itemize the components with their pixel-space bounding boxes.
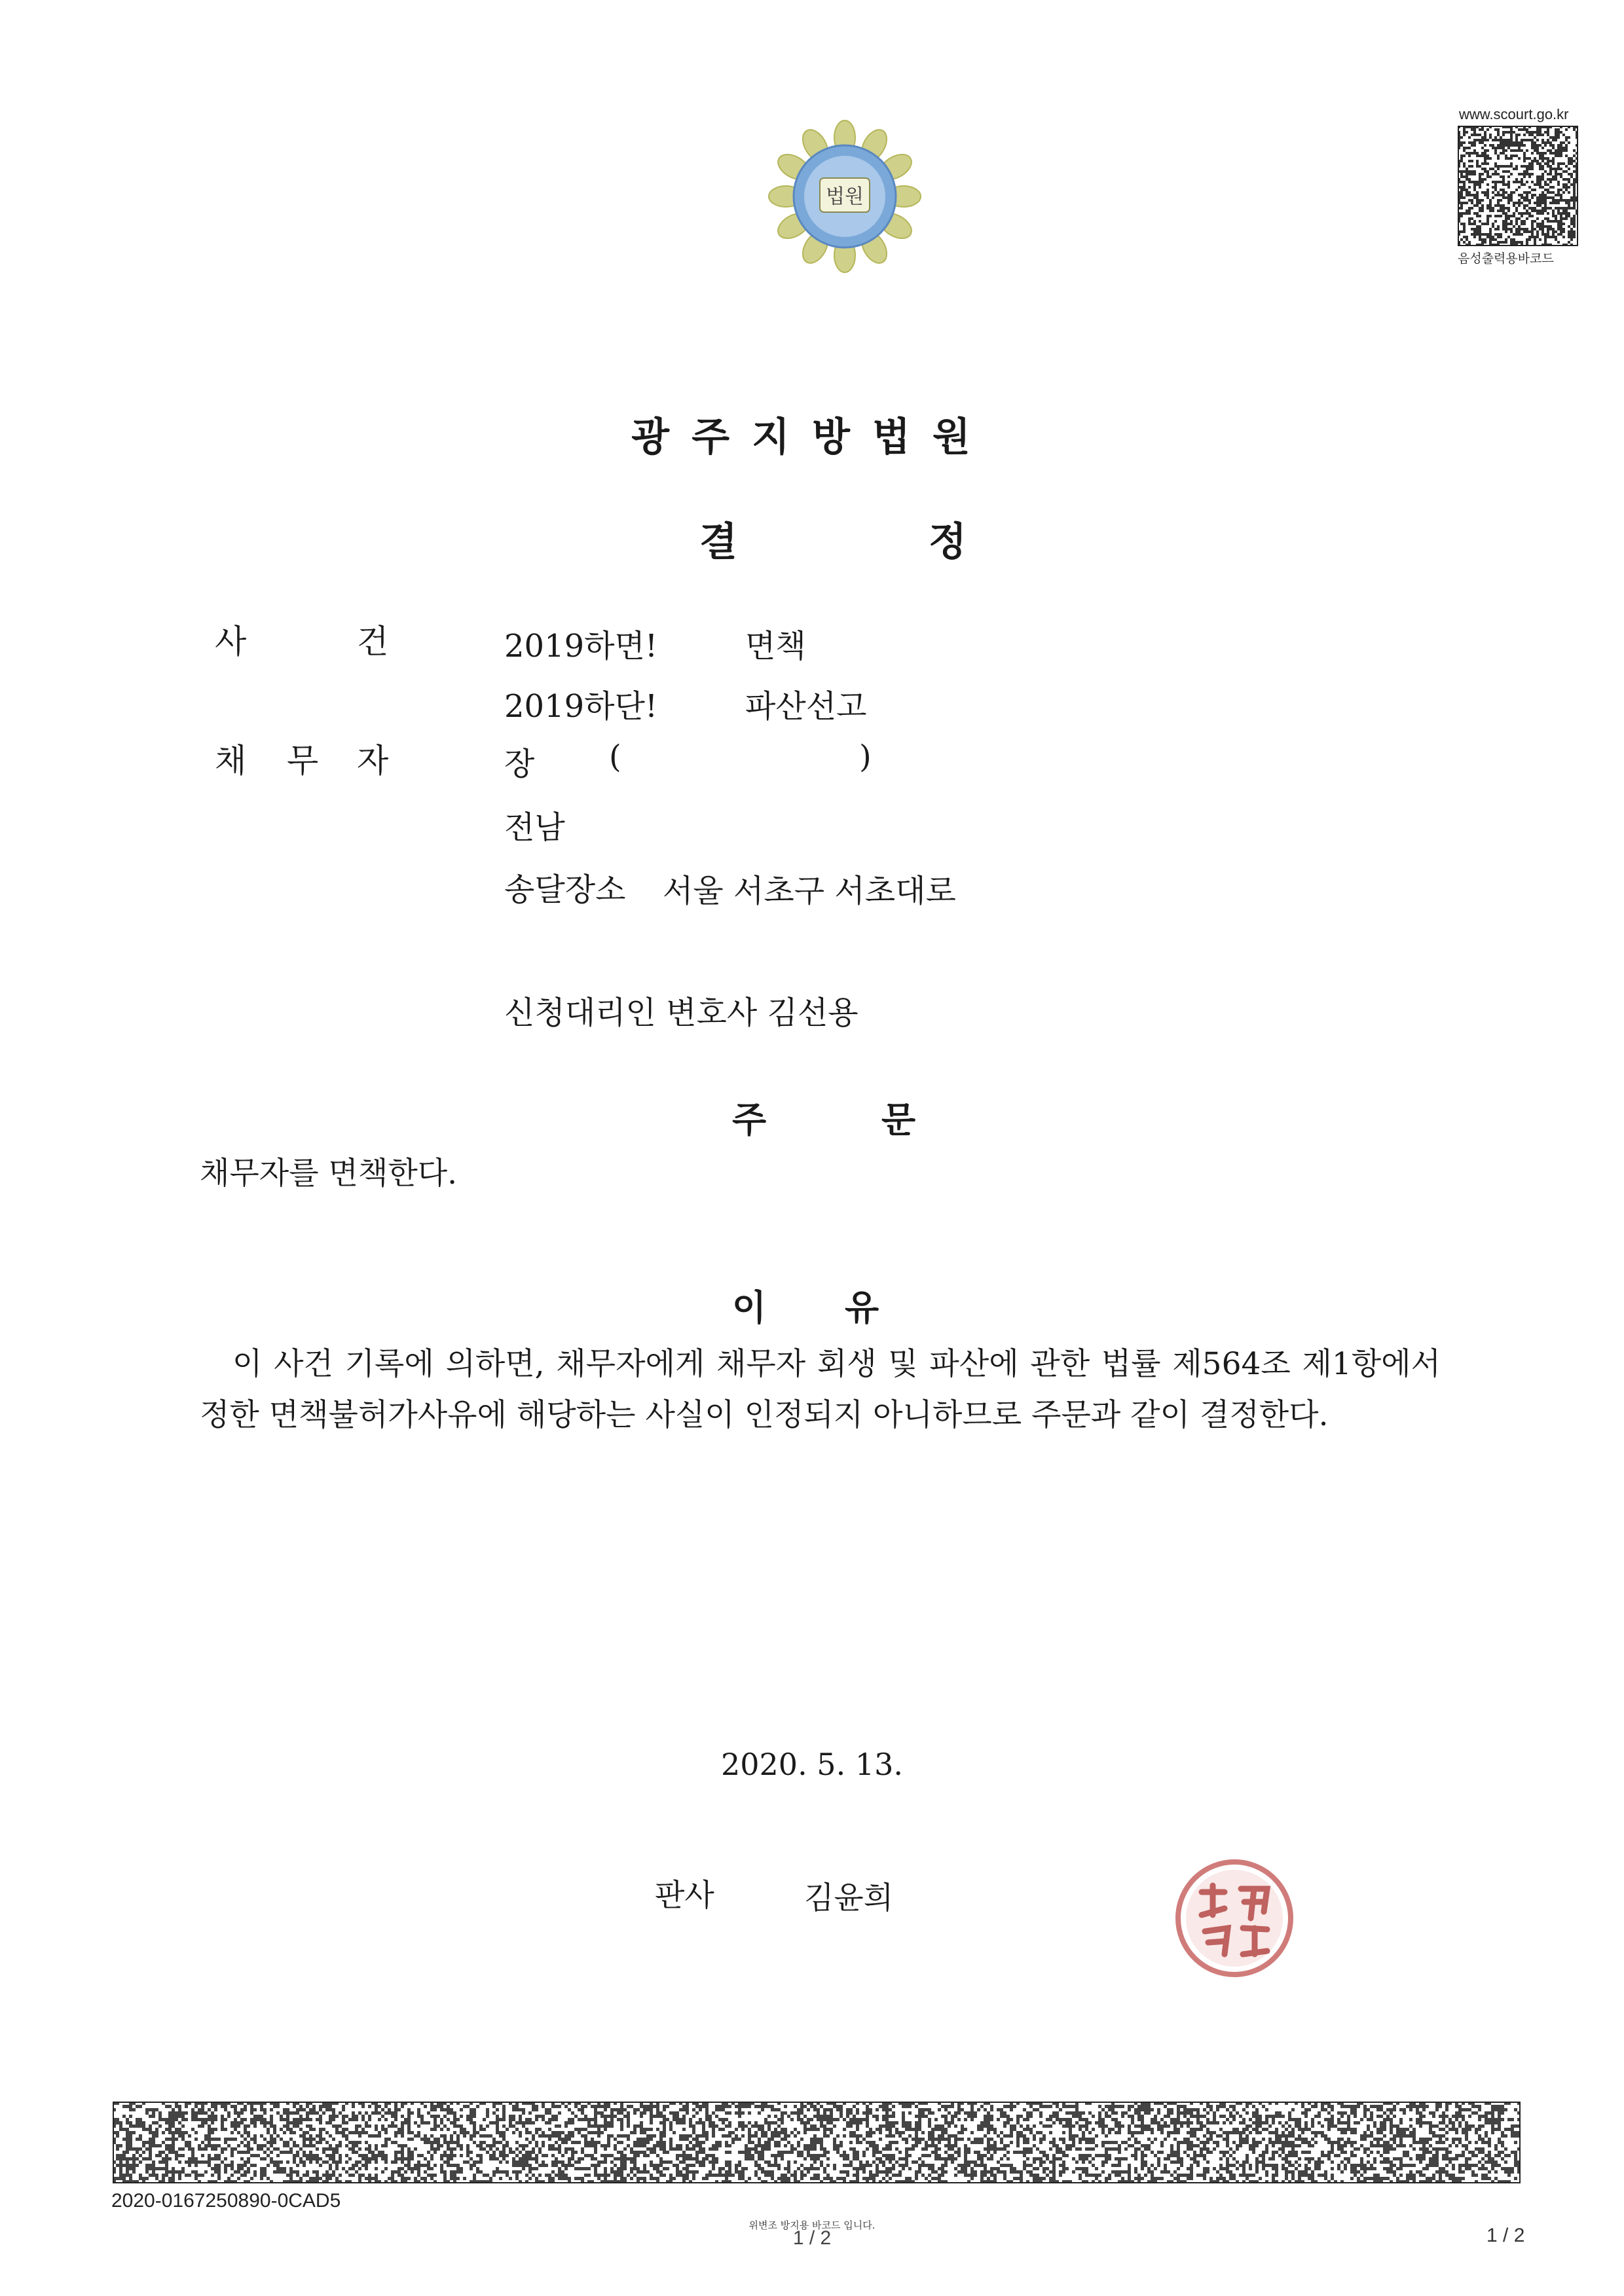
court-emblem-icon bbox=[760, 111, 930, 282]
reason-text: 이 사건 기록에 의하면, 채무자에게 채무자 회생 및 파산에 관한 법률 제564조 제1항에서 정한 면책불허가사유에 해당하는 사실이 인정되지 아니하므로 주문과 같이 결정한다. bbox=[200, 1346, 1441, 1433]
case-number-2: 2019하단! bbox=[504, 688, 658, 725]
document-id: 2020-0167250890-0CAD5 bbox=[111, 2190, 341, 2212]
order-heading-left: 주 bbox=[732, 1099, 767, 1140]
debtor-id-paren-close: ) bbox=[859, 738, 872, 775]
barcode-caption: 음성출력용바코드 bbox=[1458, 251, 1554, 266]
order-text: 채무자를 면책한다. bbox=[200, 1156, 458, 1192]
case-name-1: 면책 bbox=[745, 628, 806, 665]
service-address: 서울 서초구 서초대로 bbox=[663, 873, 956, 909]
page-number-right: 1 / 2 bbox=[1486, 2225, 1525, 2246]
page-number-center: 1 / 2 bbox=[792, 2227, 832, 2249]
case-name-2: 파산선고 bbox=[745, 688, 867, 725]
case-number-1: 2019하면! bbox=[504, 628, 658, 665]
debtor-id-paren-open: ( bbox=[609, 738, 621, 775]
judge-seal-icon bbox=[1172, 1856, 1297, 1980]
case-label-char-2: 건 bbox=[357, 623, 389, 661]
court-name: 광주지방법원 bbox=[631, 414, 993, 460]
anti-forgery-barcode-icon bbox=[113, 2102, 1521, 2183]
debtor-label-char-3: 자 bbox=[357, 742, 389, 780]
doc-type-right: 정 bbox=[929, 519, 967, 565]
decision-date: 2020. 5. 13. bbox=[721, 1747, 903, 1782]
doc-type-left: 결 bbox=[699, 519, 737, 565]
voice-barcode-icon bbox=[1458, 126, 1578, 246]
debtor-label-char-1: 채 bbox=[215, 742, 247, 780]
debtor-label-char-2: 무 bbox=[287, 742, 319, 780]
order-heading-right: 문 bbox=[881, 1099, 916, 1140]
emblem-label: 법원 bbox=[826, 185, 864, 208]
judge-name: 김윤희 bbox=[804, 1880, 894, 1916]
barcode-note: 위변조 방지용 바코드 입니다. bbox=[748, 2219, 876, 2231]
debtor-address: 전남 bbox=[504, 809, 565, 846]
legal-agent: 신청대리인 변호사 김선용 bbox=[504, 994, 858, 1031]
reason-heading-left: 이 bbox=[732, 1287, 767, 1328]
judge-title: 판사 bbox=[655, 1878, 714, 1914]
case-label-char-1: 사 bbox=[215, 623, 247, 661]
barcode-url: www.scourt.go.kr bbox=[1459, 106, 1569, 122]
debtor-name: 장 bbox=[504, 746, 535, 782]
service-label: 송달장소 bbox=[504, 871, 626, 908]
reason-heading-right: 유 bbox=[845, 1287, 879, 1328]
